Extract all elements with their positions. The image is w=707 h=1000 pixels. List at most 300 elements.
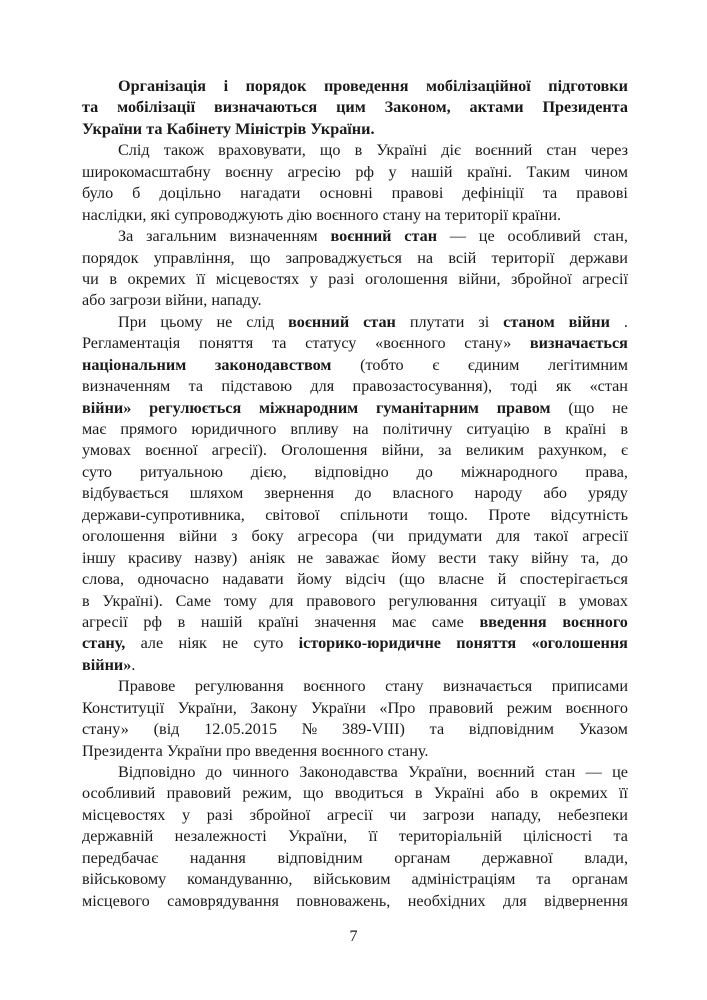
word: Закону — [250, 698, 298, 717]
bold-word: національним — [82, 355, 187, 374]
word: звернення — [264, 484, 335, 503]
word: визначається — [442, 677, 533, 696]
word: права, — [585, 462, 628, 481]
word: рф — [355, 162, 374, 181]
word: на — [417, 248, 434, 267]
word: великим — [465, 441, 525, 460]
word: — — [585, 763, 602, 781]
word: України — [310, 698, 366, 717]
word: державній — [82, 827, 154, 846]
word: в — [530, 784, 539, 803]
word: стан — [544, 763, 576, 781]
text-line — [82, 483, 628, 504]
word: впливу — [290, 420, 339, 438]
word: стану» — [82, 720, 129, 739]
word: ситуації — [490, 591, 546, 610]
bold-word: воєнний — [330, 227, 392, 246]
word: та — [542, 184, 558, 203]
word: агресію — [287, 162, 341, 181]
word: стан — [546, 141, 577, 160]
word: Конституції — [82, 698, 165, 717]
word: чинного — [232, 763, 289, 781]
word: відвернення — [544, 891, 628, 910]
word: Саме — [175, 591, 212, 610]
word: відсутність — [550, 505, 628, 524]
word: до — [205, 763, 223, 781]
text-line — [82, 633, 628, 654]
word: окремих — [127, 269, 186, 288]
text-line — [82, 76, 628, 97]
word: режим — [506, 698, 553, 717]
word: її — [368, 827, 378, 846]
word: спостерігається — [519, 570, 628, 589]
word: війни, — [458, 269, 501, 288]
word: йому — [391, 548, 427, 567]
word: За — [118, 227, 134, 246]
word: прямого — [120, 420, 178, 438]
word: поняття — [198, 334, 254, 353]
text-line — [82, 655, 628, 676]
word: чи — [82, 269, 99, 288]
word: воєнного — [321, 741, 384, 760]
text-line — [82, 183, 628, 204]
word: правовий — [428, 698, 494, 717]
bold-word: війни — [568, 312, 610, 331]
word: держави-супротивника, — [82, 505, 245, 524]
word: (що — [398, 570, 425, 589]
word: нападу. — [211, 291, 262, 310]
word: правозастосування), — [352, 377, 493, 396]
word: правового — [306, 591, 376, 610]
word: рф — [143, 612, 162, 631]
word: або — [82, 291, 106, 310]
word: з — [231, 527, 238, 546]
word: в — [82, 591, 90, 610]
bold-word: Президента — [542, 98, 628, 117]
word: (чи — [371, 527, 395, 546]
bold-word: і — [223, 77, 229, 95]
word: України — [166, 741, 222, 760]
word: в — [414, 784, 423, 803]
bold-word: визначаються — [214, 98, 318, 117]
word: приписами — [551, 677, 628, 696]
word: — — [449, 227, 467, 246]
word: воєнного — [316, 205, 379, 224]
bold-word: історико-юридичне — [298, 634, 441, 653]
word: не — [297, 548, 314, 567]
word: для — [502, 891, 527, 910]
text-line — [82, 162, 628, 183]
word: окремих — [549, 784, 608, 803]
word: уряду — [587, 484, 628, 503]
word: на — [425, 205, 441, 224]
bold-word: та — [146, 119, 163, 138]
word: рахунком, — [538, 441, 607, 460]
word: 12.05.2015 — [204, 720, 278, 739]
word: має — [82, 420, 107, 438]
word: державної — [481, 848, 553, 867]
word: такої — [534, 527, 569, 546]
word: слова, — [82, 570, 125, 589]
bold-word: мобілізаційної — [426, 77, 531, 95]
word: «стан — [589, 377, 628, 396]
word: плутати — [409, 312, 465, 331]
word: самоврядування — [167, 891, 279, 910]
bold-word: «оголошення — [531, 634, 628, 653]
word: дією, — [250, 462, 287, 481]
text-line — [82, 719, 628, 740]
word: для — [310, 377, 335, 396]
word: через — [590, 141, 628, 160]
bold-word: мобілізації — [117, 98, 196, 117]
word: цілісності — [523, 827, 593, 846]
word: стану. — [387, 741, 429, 760]
word: разі — [206, 805, 233, 824]
word: й — [497, 570, 507, 589]
word: в — [177, 612, 186, 631]
bold-word: Міністрів — [235, 119, 307, 138]
word: При — [118, 312, 147, 331]
word: території — [444, 205, 508, 224]
word: передбачає — [82, 848, 159, 867]
word: доцільно — [159, 184, 222, 203]
bold-word: воєнний — [288, 312, 350, 331]
word: стану — [385, 677, 424, 696]
bold-word: поняття — [456, 634, 517, 653]
text-line — [82, 398, 628, 419]
text-line — [82, 676, 628, 697]
bold-word: та — [82, 98, 99, 117]
text-line — [82, 783, 628, 804]
bold-word: підготовки — [548, 77, 628, 95]
word: (тобто — [360, 355, 404, 374]
bold-word: гуманітарним — [375, 398, 479, 417]
word: відповідним — [468, 720, 554, 739]
text-line — [82, 869, 628, 890]
word: України, — [408, 763, 468, 781]
word: боку — [251, 527, 284, 546]
word: держави — [569, 248, 628, 267]
word: Таким — [526, 162, 570, 181]
word: порядок — [82, 248, 139, 267]
text-line — [82, 226, 628, 247]
word: надавати — [222, 570, 284, 589]
word: та — [429, 720, 445, 739]
text-line — [82, 205, 628, 226]
word: військовому — [82, 870, 167, 889]
word: та, — [580, 548, 600, 567]
word: для — [269, 591, 294, 610]
word: як — [555, 377, 572, 396]
word: тоді — [510, 377, 538, 396]
word: нашій — [200, 612, 243, 631]
word: необхідних — [407, 891, 486, 910]
word: які — [150, 205, 171, 224]
word: про — [225, 741, 251, 760]
word: та — [271, 334, 287, 353]
word: небезпеки — [557, 805, 628, 824]
word: в — [620, 420, 628, 438]
word: Регламентація — [82, 334, 181, 353]
word: стану — [382, 205, 421, 224]
word: до — [416, 462, 433, 481]
word: власне — [438, 570, 485, 589]
word: красиву — [127, 548, 183, 567]
bold-word: законодавством — [214, 355, 332, 374]
word: саме — [431, 612, 464, 631]
word: Відповідно — [118, 763, 196, 781]
word: особливий — [82, 784, 156, 803]
word: органам — [394, 848, 451, 867]
word: таку — [488, 548, 519, 567]
text-line — [82, 119, 628, 140]
text-line — [82, 312, 628, 333]
word: це — [478, 227, 495, 246]
word: Указом — [578, 720, 628, 739]
bold-word: Кабінету — [166, 119, 232, 138]
text-line — [82, 526, 628, 547]
word: її — [196, 269, 206, 288]
word: України, — [177, 698, 237, 717]
word: умовах — [579, 591, 628, 610]
word: слід — [246, 312, 275, 331]
word: політичну — [382, 420, 453, 438]
bold-word: Законом, — [384, 98, 451, 117]
word: що — [319, 141, 341, 160]
word: Законодавства — [299, 763, 398, 781]
word: військовим — [313, 870, 391, 889]
word: оголошення — [82, 527, 165, 546]
word: вводиться — [334, 784, 404, 803]
word: загрози — [422, 805, 475, 824]
word: № — [301, 720, 318, 739]
text-line — [82, 462, 628, 483]
word: власного — [392, 484, 454, 503]
text-line — [82, 269, 628, 290]
word: країні — [258, 612, 299, 631]
word: в — [354, 141, 363, 160]
word: Оголошення — [281, 441, 368, 460]
word: Президента — [82, 741, 163, 760]
word: супроводжують — [174, 205, 284, 224]
word: збройної — [511, 269, 572, 288]
word: Україні — [376, 141, 428, 160]
word: війну — [531, 548, 569, 567]
word: агресії). — [211, 441, 267, 460]
word: правовий — [166, 784, 232, 803]
word: режим, — [242, 784, 292, 803]
word: до — [611, 548, 628, 567]
word: воєнну — [225, 162, 274, 181]
word: загальним — [146, 227, 217, 246]
word: не — [216, 312, 233, 331]
text-line — [82, 97, 628, 118]
word: України, — [288, 827, 348, 846]
word: території — [491, 248, 555, 267]
word: країні. — [467, 162, 512, 181]
word: вести — [438, 548, 477, 567]
word: чи — [389, 805, 407, 824]
text-line — [82, 762, 628, 783]
word: відповідним — [277, 848, 363, 867]
word: місцевостях — [215, 269, 300, 288]
bold-word: проведення — [323, 77, 409, 95]
word: єдиним — [467, 355, 520, 374]
word: війни, — [165, 291, 208, 310]
word: Проте — [488, 505, 531, 524]
word: в — [109, 269, 117, 288]
word: за — [438, 441, 452, 460]
word: «Про — [379, 698, 416, 717]
word: широкомасштабну — [82, 162, 211, 181]
bold-word: порядок — [245, 77, 307, 95]
word: аніяк — [249, 548, 286, 567]
bold-word: війни» — [82, 655, 132, 674]
word: запроваджується — [285, 248, 403, 267]
word: Правове — [118, 677, 176, 696]
word: заважає — [325, 548, 380, 567]
bold-word: цим — [336, 98, 366, 117]
word: тощо. — [428, 505, 468, 524]
word: до — [355, 484, 372, 503]
word: було — [82, 184, 114, 203]
word: війни — [178, 527, 218, 546]
word: воєнної — [145, 441, 198, 460]
word: визначенням — [82, 377, 171, 396]
text-line — [82, 290, 628, 311]
word: б — [132, 184, 141, 203]
word: Слід — [118, 141, 150, 160]
word: стану» — [464, 334, 512, 353]
word: місцевого — [82, 891, 150, 910]
word: . — [131, 655, 136, 674]
word: особливий — [507, 227, 581, 246]
word: не — [222, 634, 239, 653]
text-line — [82, 505, 628, 526]
word: загрози — [109, 291, 162, 310]
word: у — [182, 805, 191, 824]
word: та — [613, 827, 628, 846]
word: суто — [253, 634, 284, 653]
word: йому — [297, 570, 332, 589]
word: територіальній — [398, 827, 502, 846]
word: управління, — [153, 248, 235, 267]
bold-word: воєнного — [562, 612, 628, 631]
word: правові — [391, 184, 444, 203]
page-number: 7 — [349, 928, 358, 945]
word: суто — [82, 462, 113, 481]
word: воєнного — [303, 677, 366, 696]
word: або — [495, 784, 520, 803]
word: світової — [265, 505, 320, 524]
word: агресії — [327, 805, 373, 824]
word: місцевостях — [82, 805, 166, 824]
word: умовах — [82, 441, 131, 460]
word: агресії — [582, 527, 628, 546]
text-line — [82, 591, 628, 612]
text-line — [82, 891, 628, 912]
word: легітимним — [548, 355, 628, 374]
bold-word: введення — [479, 612, 547, 631]
text-line — [82, 569, 628, 590]
bold-word: регулюється — [149, 398, 242, 417]
word: дефініції — [462, 184, 524, 203]
word: спільноти — [339, 505, 409, 524]
word: країни. — [512, 205, 562, 224]
text-line — [82, 140, 628, 161]
word: або — [543, 484, 567, 503]
word: відбувається — [82, 484, 169, 503]
word: «воєнного — [375, 334, 446, 353]
bold-word: стан — [404, 227, 438, 246]
bold-word: України. — [310, 119, 375, 138]
bold-word: Організація — [118, 77, 207, 95]
text-line — [82, 826, 628, 847]
word: повноважень, — [296, 891, 391, 910]
word: її — [618, 784, 628, 803]
word: є — [621, 441, 628, 460]
word: воєнний — [477, 763, 535, 781]
word: воєнного — [565, 698, 628, 717]
word: тому — [223, 591, 257, 610]
word: збройної — [249, 805, 311, 824]
word: органам — [571, 870, 628, 889]
bold-word: визначається — [529, 334, 628, 353]
word: всій — [448, 248, 477, 267]
word: адміністраціям — [411, 870, 516, 889]
bold-word: стан — [363, 312, 396, 331]
word: влади, — [584, 848, 628, 867]
word: це — [612, 763, 628, 781]
bold-word: України — [82, 119, 143, 138]
text-line — [82, 248, 628, 269]
word: основні — [319, 184, 373, 203]
word: (від — [153, 720, 180, 739]
word: чином — [584, 162, 628, 181]
bold-word: станом — [503, 312, 555, 331]
text-line — [82, 548, 628, 569]
word: стан, — [593, 227, 628, 246]
word: у — [388, 162, 397, 181]
word: народу — [474, 484, 523, 503]
body-text — [82, 76, 628, 912]
text-line — [82, 440, 628, 461]
word: дію — [287, 205, 313, 224]
text-line — [82, 355, 628, 376]
word: регулювання — [388, 591, 478, 610]
word: є — [432, 355, 440, 374]
word: шляхом — [189, 484, 244, 503]
word: у — [309, 269, 318, 288]
word: в — [543, 420, 552, 438]
word: юридичного — [191, 420, 277, 438]
word: ритуальною — [139, 462, 223, 481]
word: підставою — [221, 377, 293, 396]
word: діє — [441, 141, 461, 160]
word: наслідки, — [82, 205, 147, 224]
word: враховувати, — [218, 141, 306, 160]
word: не — [612, 398, 628, 417]
word: Україні). — [102, 591, 163, 610]
word: та — [188, 377, 204, 396]
word: надання — [189, 848, 246, 867]
text-line — [82, 333, 628, 354]
word: (що — [568, 398, 595, 417]
word: в — [558, 591, 567, 610]
bold-word: міжнародним — [259, 398, 359, 417]
word: нагадати — [240, 184, 301, 203]
word: зі — [478, 312, 490, 331]
